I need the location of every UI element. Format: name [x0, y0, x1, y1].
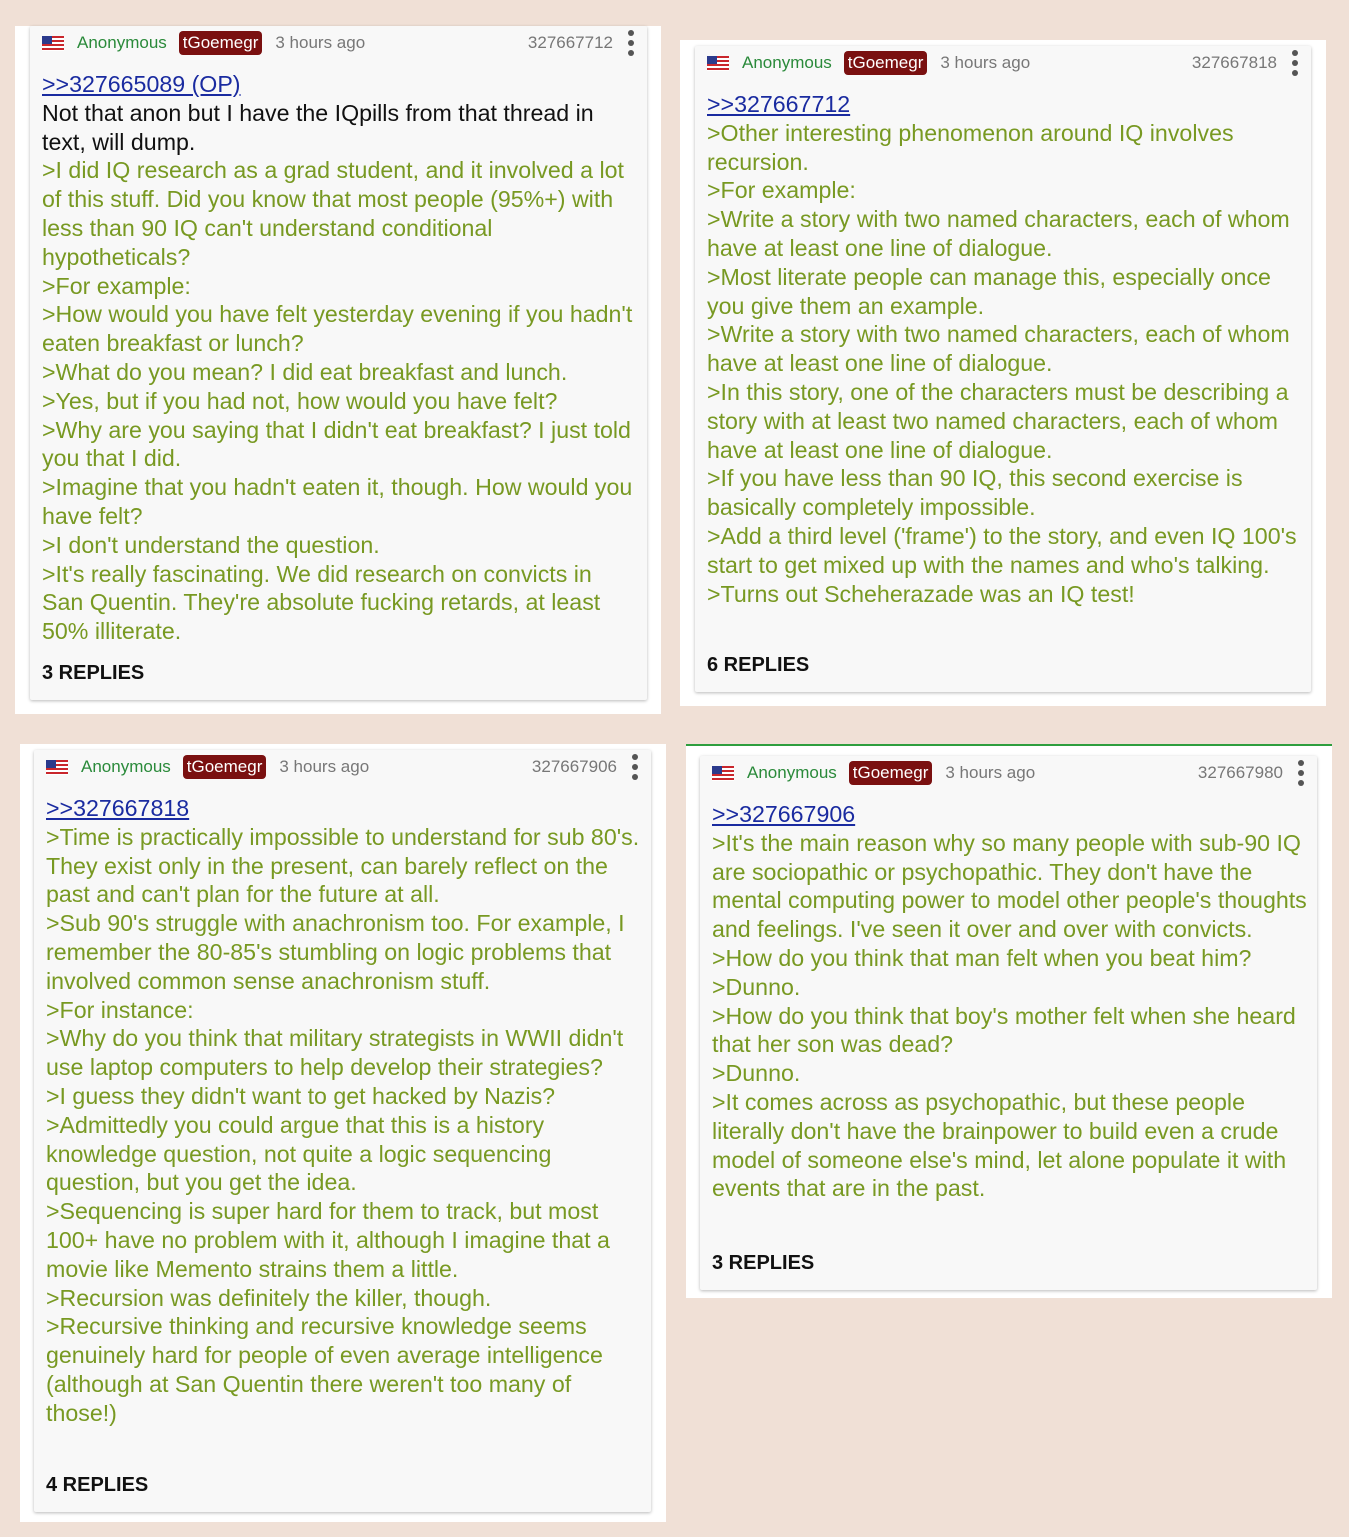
- poster-name[interactable]: Anonymous: [77, 33, 167, 52]
- greentext-line: >Why do you think that military strategists in WWII didn't use laptop computers to help develop their strategies?: [46, 1025, 624, 1081]
- greentext-line: >Recursion was definitely the killer, though.: [46, 1284, 492, 1311]
- reply-link[interactable]: >>327667906: [712, 801, 856, 827]
- tripcode-badge: tGoemegr: [183, 755, 267, 779]
- poster-name[interactable]: Anonymous: [747, 763, 837, 782]
- greentext-line: >It comes across as psychopathic, but these people literally don't have the brainpower to build even a crude model of someone else's mind, let alone populate it with events that are in the past.: [712, 1088, 1287, 1202]
- greentext-line: >Add a third level ('frame') to the story, and even IQ 100's start to get mixed up with the names and who's talking.: [707, 522, 1297, 578]
- post-time: 3 hours ago: [940, 53, 1031, 72]
- tripcode-badge: tGoemegr: [179, 31, 263, 55]
- greentext-line: >Dunno.: [712, 1060, 801, 1087]
- screenshot-panel-4: [686, 744, 1332, 1298]
- post-time: 3 hours ago: [275, 33, 366, 52]
- post-time: 3 hours ago: [945, 763, 1036, 782]
- post-header: [42, 26, 635, 60]
- greentext-line: >It's really fascinating. We did research on convicts in San Quentin. They're absolute fucking retards, at least 50% illiterate.: [42, 560, 601, 645]
- replies-count[interactable]: 3 REPLIES: [712, 1252, 815, 1274]
- reply-link[interactable]: >>327665089 (OP): [42, 71, 241, 97]
- us-flag-icon: [46, 760, 68, 775]
- greentext-line: >Admittedly you could argue that this is a history knowledge question, not quite a logic sequencing question, but you get the idea.: [46, 1111, 552, 1196]
- screenshot-panel-3: [20, 744, 666, 1522]
- post-header: [712, 756, 1305, 790]
- greentext-line: >Imagine that you hadn't eaten it, though. How would you have felt?: [42, 474, 633, 529]
- greentext-line: >What do you mean? I did eat breakfast and lunch.: [42, 358, 568, 385]
- poster-name[interactable]: Anonymous: [81, 757, 171, 776]
- greentext-line: >Write a story with two named characters, each of whom have at least one line of dialogue.: [707, 206, 1290, 261]
- replies-count[interactable]: 6 REPLIES: [707, 654, 810, 676]
- post-body: [707, 90, 1301, 608]
- greentext-line: >How do you think that boy's mother felt when she heard that her son was dead?: [712, 1002, 1296, 1058]
- greentext-line: >For example:: [42, 272, 191, 299]
- greentext-line: >I don't understand the question.: [42, 531, 380, 558]
- tripcode-badge: tGoemegr: [844, 51, 928, 75]
- post-number[interactable]: 327667980: [1197, 763, 1283, 782]
- post-card: [700, 756, 1317, 1290]
- greentext-line: >Recursive thinking and recursive knowledge seems genuinely hard for people of even average intelligence (although at San Quentin there weren't too many of those!): [46, 1313, 603, 1426]
- poster-name[interactable]: Anonymous: [742, 53, 832, 72]
- more-options-icon[interactable]: [627, 30, 635, 56]
- post-time: 3 hours ago: [279, 757, 370, 776]
- us-flag-icon: [712, 766, 734, 781]
- greentext-line: >Turns out Scheherazade was an IQ test!: [707, 580, 1135, 607]
- post-card: [34, 750, 651, 1512]
- post-card: [695, 46, 1311, 692]
- post-header: [46, 750, 639, 784]
- greentext-line: >How would you have felt yesterday evening if you hadn't eaten breakfast or lunch?: [42, 301, 633, 357]
- greentext-line: >Write a story with two named characters, each of whom have at least one line of dialogue.: [707, 321, 1290, 377]
- reply-link[interactable]: >>327667712: [707, 91, 851, 117]
- reply-link[interactable]: >>327667818: [46, 795, 190, 821]
- greentext-line: >Most literate people can manage this, especially once you give them an example.: [707, 263, 1271, 319]
- us-flag-icon: [42, 36, 64, 51]
- post-text-line: Not that anon but I have the IQpills from that thread in text, will dump.: [42, 99, 594, 155]
- greentext-line: >Yes, but if you had not, how would you have felt?: [42, 387, 558, 414]
- post-number[interactable]: 327667712: [527, 33, 613, 52]
- greentext-line: >For example:: [707, 177, 856, 204]
- greentext-line: >Dunno.: [712, 973, 801, 1000]
- replies-count[interactable]: 3 REPLIES: [42, 662, 145, 684]
- replies-count[interactable]: 4 REPLIES: [46, 1474, 149, 1496]
- post-number[interactable]: 327667818: [1191, 53, 1277, 72]
- more-options-icon[interactable]: [631, 754, 639, 780]
- greentext-line: >Other interesting phenomenon around IQ involves recursion.: [707, 119, 1234, 175]
- screenshot-panel-2: [680, 40, 1326, 706]
- post-header: [707, 46, 1299, 80]
- greentext-line: >If you have less than 90 IQ, this second exercise is basically completely impossible.: [707, 465, 1243, 521]
- us-flag-icon: [707, 56, 729, 71]
- greentext-line: >In this story, one of the characters must be describing a story with at least two named characters, each of whom have at least one line of dialogue.: [707, 378, 1289, 463]
- post-body: [46, 794, 641, 1428]
- post-body: [712, 800, 1307, 1203]
- screenshot-panel-1: [15, 26, 661, 714]
- greentext-line: >Time is practically impossible to understand for sub 80's. They exist only in the present, can barely reflect on the past and can't plan for the future at all.: [46, 823, 640, 908]
- greentext-line: >For instance:: [46, 996, 194, 1023]
- more-options-icon[interactable]: [1291, 50, 1299, 76]
- greentext-line: >Sub 90's struggle with anachronism too. For example, I remember the 80-85's stumbling on logic problems that involved common sense anachronism stuff.: [46, 910, 625, 994]
- post-number[interactable]: 327667906: [531, 757, 617, 776]
- greentext-line: >I guess they didn't want to get hacked by Nazis?: [46, 1082, 556, 1109]
- greentext-line: >I did IQ research as a grad student, and it involved a lot of this stuff. Did you know that most people (95%+) with less than 90 IQ can't understand conditional hypotheticals?: [42, 157, 624, 270]
- post-card: [30, 26, 647, 700]
- greentext-line: >Why are you saying that I didn't eat breakfast? I just told you that I did.: [42, 416, 631, 472]
- greentext-line: >It's the main reason why so many people with sub-90 IQ are sociopathic or psychopathic. They don't have the mental computing power to model other people's thoughts and feelings. I've seen it over and over with convicts.: [712, 829, 1307, 943]
- tripcode-badge: tGoemegr: [849, 761, 933, 785]
- more-options-icon[interactable]: [1297, 760, 1305, 786]
- greentext-line: >Sequencing is super hard for them to track, but most 100+ have no problem with it, although I imagine that a movie like Memento strains them a little.: [46, 1198, 610, 1282]
- greentext-line: >How do you think that man felt when you beat him?: [712, 944, 1252, 971]
- post-body: [42, 70, 637, 646]
